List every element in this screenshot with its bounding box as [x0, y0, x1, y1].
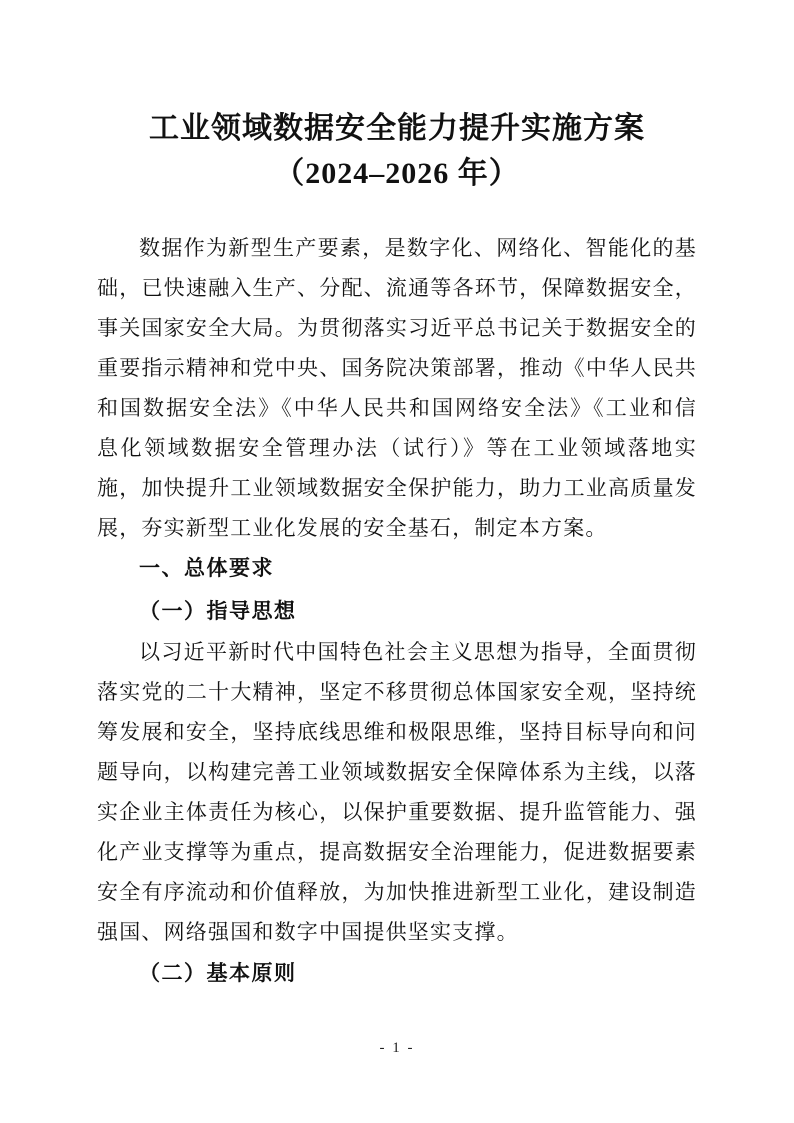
paragraph-guiding-ideology: 以习近平新时代中国特色社会主义思想为指导，全面贯彻落实党的二十大精神，坚定不移贯彻总体国家安全观，坚持统筹发展和安全，坚持底线思维和极限思维，坚持目标导向和问题导向，以构建完善工业领域数据安全保障体系为主线，以落实企业主体责任为核心，以保护重要数据、提升监管能力、强化产业支撑等为重点，提高数据安全治理能力，促进数据要素安全有序流动和价值释放，为加快推进新型工业化，建设制造强国、网络强国和数字中国提供坚实支撑。 [97, 640, 697, 944]
page-number: - 1 - [379, 1040, 415, 1056]
paragraph-intro: 数据作为新型生产要素，是数字化、网络化、智能化的基础，已快速融入生产、分配、流通等各环节，保障数据安全，事关国家安全大局。为贯彻落实习近平总书记关于数据安全的重要指示精神和党中央、国务院决策部署，推动《中华人民共和国数据安全法》《中华人民共和国网络安全法》《工业和信息化领域数据安全管理办法（试行）》等在工业领域落地实施，加快提升工业领域数据安全保护能力，助力工业高质量发展，夯实新型工业化发展的安全基石，制定本方案。 [97, 236, 697, 540]
page-footer [0, 1040, 794, 1057]
document-title [97, 106, 697, 196]
heading-subsection-basic-principles: （二）基本原则 [139, 961, 297, 985]
document-body [97, 228, 697, 994]
heading-section-overall-requirements: 一、总体要求 [139, 557, 274, 580]
heading-subsection-guiding-ideology: （一）指导思想 [139, 599, 297, 623]
document-title-line2: （2024–2026 年） [274, 157, 520, 190]
document-title-line1: 工业领域数据安全能力提升实施方案 [149, 112, 645, 145]
